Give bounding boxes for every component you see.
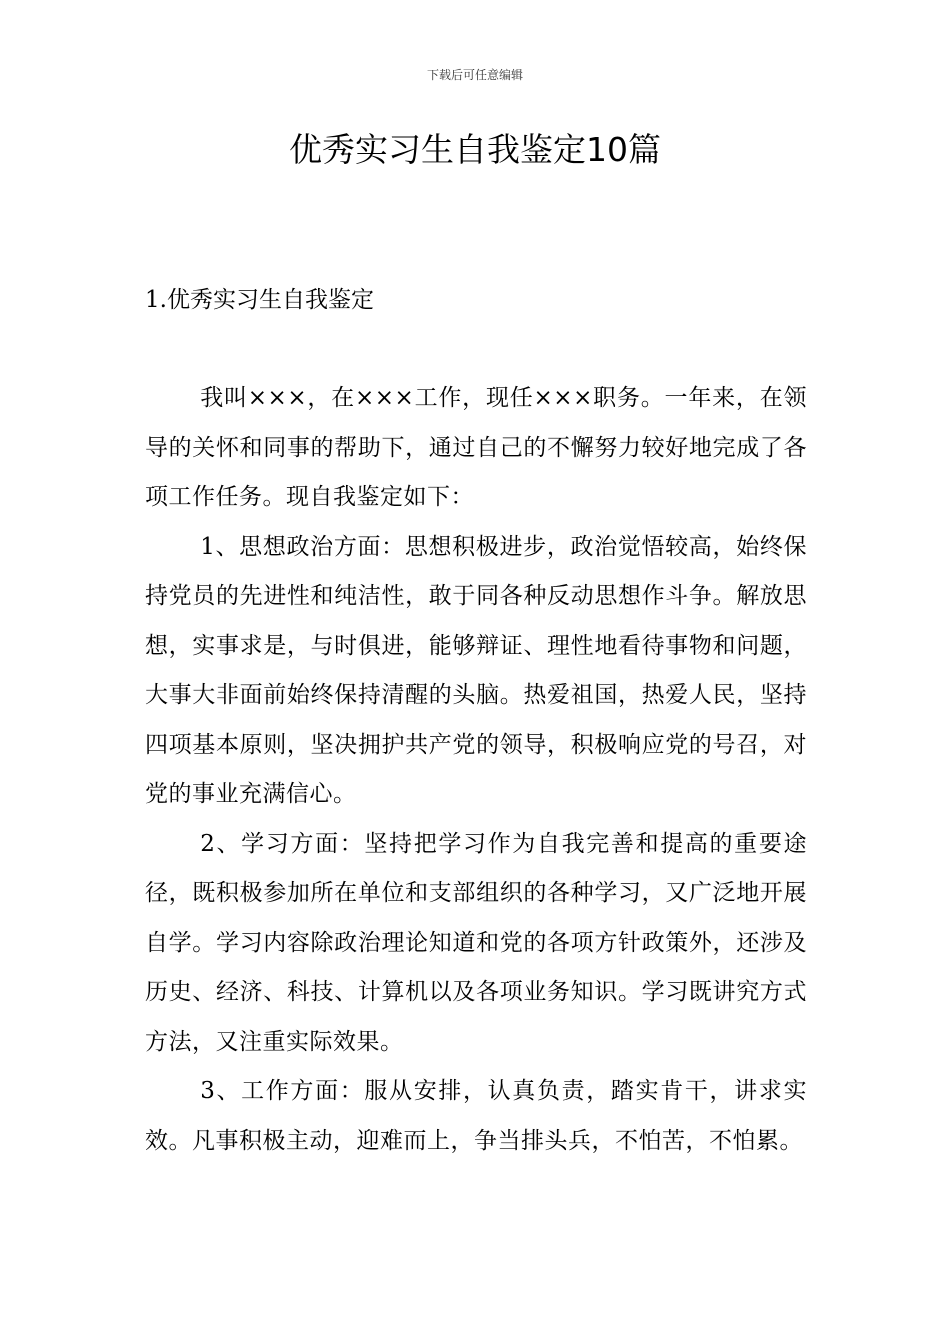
paragraph-intro: 我叫×××，在×××工作，现任×××职务。一年来，在领导的关怀和同事的帮助下，通过自己的不懈努力较好地完成了各项工作任务。现自我鉴定如下： (145, 385, 807, 510)
header-note: 下载后可任意编辑 (426, 68, 523, 82)
document-title: 优秀实习生自我鉴定10篇 (289, 130, 661, 169)
paragraph-ideology: 1、思想政治方面：思想积极进步，政治觉悟较高，始终保持党员的先进性和纯洁性，敢于同各种反动思想作斗争。解放思想，实事求是，与时俱进，能够辩证、理性地看待事物和问题，大事大非面前始终保持清醒的头脑。热爱祖国，热爱人民，坚持四项基本原则，坚决拥护共产党的领导，积极响应党的号召，对党的事业充满信心。 (145, 533, 807, 807)
paragraph-work: 3、工作方面：服从安排，认真负责，踏实肯干，讲求实效。凡事积极主动，迎难而上，争当排头兵，不怕苦，不怕累。 (145, 1078, 807, 1154)
paragraph-study: 2、学习方面：坚持把学习作为自我完善和提高的重要途径，既积极参加所在单位和支部组织的各种学习，又广泛地开展自学。学习内容除政治理论知道和党的各项方针政策外，还涉及历史、经济、科技、计算机以及各项业务知识。学习既讲究方式方法，又注重实际效果。 (145, 830, 807, 1055)
body-text (145, 374, 807, 1166)
section-heading: 1.优秀实习生自我鉴定 (145, 287, 374, 313)
